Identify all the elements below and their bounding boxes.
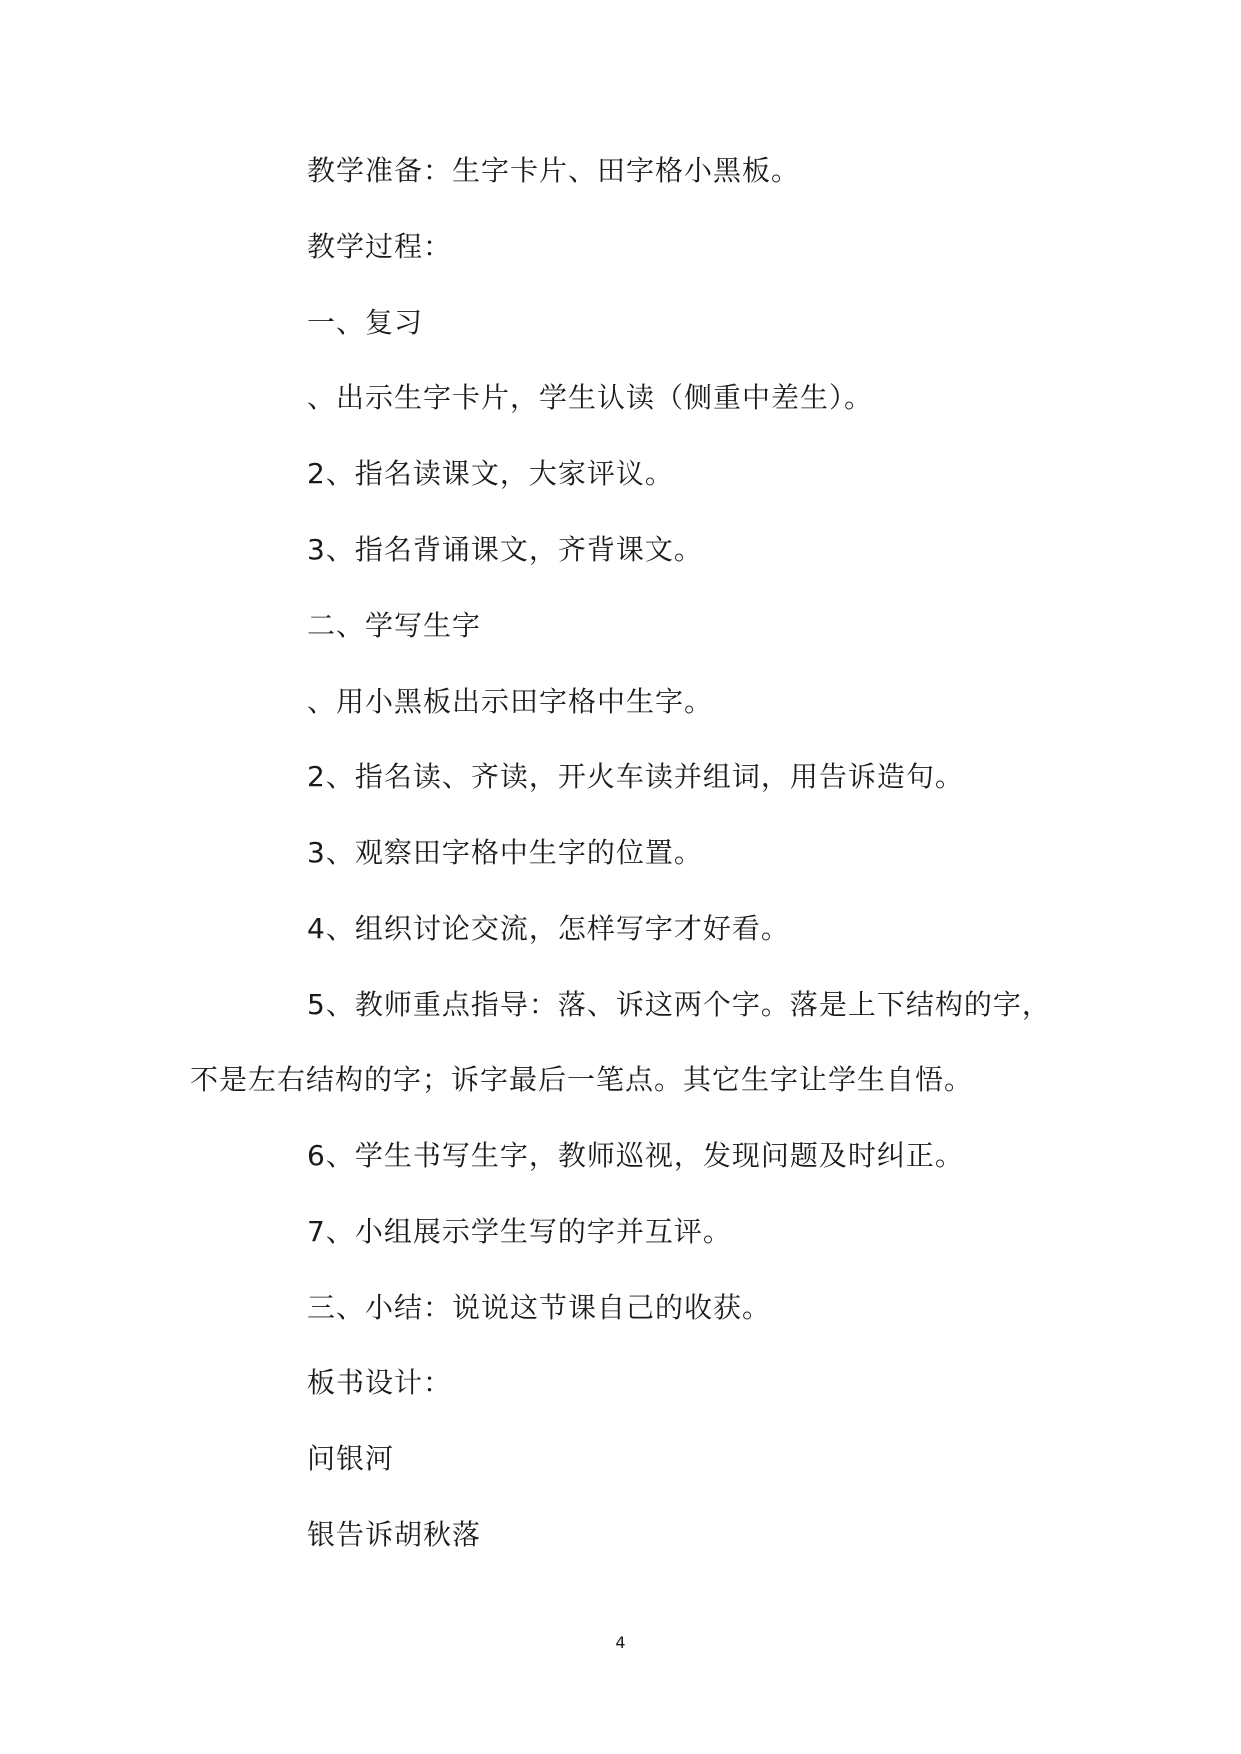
list-item: 5、教师重点指导：落、诉这两个字。落是上下结构的字， xyxy=(307,988,1051,1021)
list-item-continuation: 不是左右结构的字；诉字最后一笔点。其它生字让学生自悟。 xyxy=(190,1063,974,1096)
list-item: 3、观察田字格中生字的位置。 xyxy=(307,836,703,869)
board-design-words: 银告诉胡秋落 xyxy=(307,1518,482,1551)
list-item: 4、组织讨论交流，怎样写字才好看。 xyxy=(307,912,790,945)
page-number: 4 xyxy=(615,1633,626,1652)
list-item: 6、学生书写生字，教师巡视，发现问题及时纠正。 xyxy=(307,1139,964,1172)
section-two-heading: 二、学写生字 xyxy=(307,609,482,642)
section-three-heading: 三、小结：说说这节课自己的收获。 xyxy=(307,1291,772,1324)
teaching-preparation: 教学准备：生字卡片、田字格小黑板。 xyxy=(307,154,801,187)
list-item: 3、指名背诵课文，齐背课文。 xyxy=(307,533,703,566)
board-design-title: 问银河 xyxy=(307,1442,395,1475)
list-item: 2、指名读课文，大家评议。 xyxy=(307,457,674,490)
list-item: 、用小黑板出示田字格中生字。 xyxy=(307,685,714,718)
list-item: 2、指名读、齐读，开火车读并组词，用告诉造句。 xyxy=(307,760,964,793)
board-design-heading: 板书设计： xyxy=(307,1366,453,1399)
list-item: 7、小组展示学生写的字并互评。 xyxy=(307,1215,732,1248)
teaching-process-heading: 教学过程： xyxy=(307,230,453,263)
section-one-heading: 一、复习 xyxy=(307,306,424,339)
list-item: 、出示生字卡片，学生认读（侧重中差生）。 xyxy=(307,381,874,414)
